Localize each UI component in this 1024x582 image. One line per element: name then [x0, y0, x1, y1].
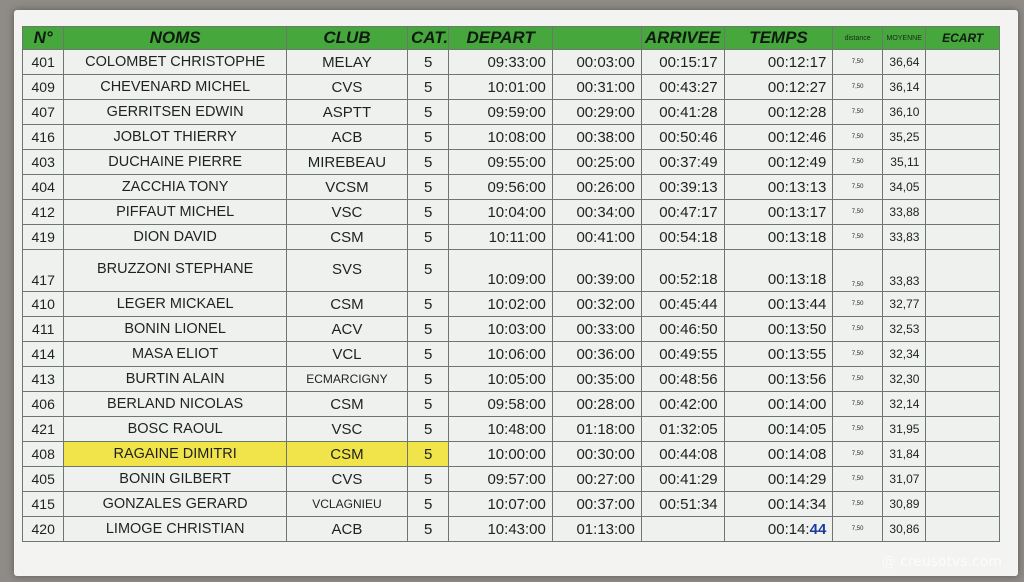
gap: [926, 225, 1000, 250]
arrival-time: 00:41:28: [641, 100, 724, 125]
race-time-handwritten: 44: [809, 520, 827, 538]
gap: [926, 200, 1000, 225]
rider-category: 5: [407, 225, 448, 250]
table-row: [23, 292, 1000, 317]
rider-category: 5: [407, 342, 448, 367]
rider-name: LEGER MICKAEL: [64, 292, 287, 317]
rider-number: 421: [23, 417, 64, 442]
rider-number: 407: [23, 100, 64, 125]
average-speed: 32,53: [882, 317, 925, 342]
gap: [926, 100, 1000, 125]
table-row: [23, 250, 1000, 292]
gap: [926, 75, 1000, 100]
table-row: [23, 50, 1000, 75]
rider-category: 5: [407, 50, 448, 75]
gap: [926, 125, 1000, 150]
start-time: 10:04:00: [449, 200, 552, 225]
race-time: [724, 517, 833, 542]
start-time: 09:59:00: [449, 100, 552, 125]
distance: 7,50: [833, 150, 883, 175]
arrival-offset: 00:26:00: [552, 175, 641, 200]
race-time: 00:12:46: [724, 125, 833, 150]
start-time: 10:06:00: [449, 342, 552, 367]
race-time: 00:13:50: [724, 317, 833, 342]
table-row: [23, 517, 1000, 542]
rider-club: VCL: [286, 342, 407, 367]
rider-club: CVS: [286, 75, 407, 100]
arrival-offset: 01:18:00: [552, 417, 641, 442]
average-speed: 31,95: [882, 417, 925, 442]
arrival-offset: 00:28:00: [552, 392, 641, 417]
start-time: 10:43:00: [449, 517, 552, 542]
arrival-offset: 00:31:00: [552, 75, 641, 100]
distance: 7,50: [833, 517, 883, 542]
race-time: 00:14:00: [724, 392, 833, 417]
start-time: 10:00:00: [449, 442, 552, 467]
average-speed: 35,11: [882, 150, 925, 175]
rider-club: CSM: [286, 392, 407, 417]
header-num: N°: [23, 27, 64, 50]
average-speed: 32,14: [882, 392, 925, 417]
header-distance: distance: [833, 27, 883, 50]
gap: [926, 392, 1000, 417]
start-time: 10:05:00: [449, 367, 552, 392]
race-time: 00:13:44: [724, 292, 833, 317]
header-noms: NOMS: [64, 27, 287, 50]
rider-number: 410: [23, 292, 64, 317]
race-time: 00:12:49: [724, 150, 833, 175]
rider-club: ACB: [286, 125, 407, 150]
rider-club: VCLAGNIEU: [286, 492, 407, 517]
table-row: [23, 317, 1000, 342]
rider-club: ACV: [286, 317, 407, 342]
race-time: 00:13:18: [724, 250, 833, 292]
arrival-time: 00:54:18: [641, 225, 724, 250]
gap: [926, 467, 1000, 492]
rider-category: 5: [407, 417, 448, 442]
arrival-time: 00:39:13: [641, 175, 724, 200]
race-time: 00:14:05: [724, 417, 833, 442]
arrival-time: 00:45:44: [641, 292, 724, 317]
rider-number: 415: [23, 492, 64, 517]
arrival-offset: 00:25:00: [552, 150, 641, 175]
gap: [926, 250, 1000, 292]
distance: 7,50: [833, 225, 883, 250]
header-club: CLUB: [286, 27, 407, 50]
rider-category: 5: [407, 517, 448, 542]
start-time: 10:02:00: [449, 292, 552, 317]
distance: 7,50: [833, 75, 883, 100]
arrival-offset: 00:27:00: [552, 467, 641, 492]
arrival-time: 00:41:29: [641, 467, 724, 492]
race-time: 00:13:17: [724, 200, 833, 225]
header-arrivee: ARRIVEE: [641, 27, 724, 50]
header-ecart: ECART: [926, 27, 1000, 50]
arrival-time: 00:51:34: [641, 492, 724, 517]
rider-number: 413: [23, 367, 64, 392]
arrival-offset: 00:33:00: [552, 317, 641, 342]
rider-club: VSC: [286, 200, 407, 225]
distance: 7,50: [833, 200, 883, 225]
arrival-offset: 00:37:00: [552, 492, 641, 517]
rider-name: BRUZZONI STEPHANE: [64, 250, 287, 292]
average-speed: 32,30: [882, 367, 925, 392]
rider-club: SVS: [286, 250, 407, 292]
arrival-time: 00:48:56: [641, 367, 724, 392]
rider-name: BONIN LIONEL: [64, 317, 287, 342]
distance: 7,50: [833, 417, 883, 442]
arrival-time: 00:37:49: [641, 150, 724, 175]
rider-club: ASPTT: [286, 100, 407, 125]
rider-name: BURTIN ALAIN: [64, 367, 287, 392]
rider-category: 5: [407, 200, 448, 225]
average-speed: 32,77: [882, 292, 925, 317]
arrival-time: 01:32:05: [641, 417, 724, 442]
average-speed: 34,05: [882, 175, 925, 200]
gap: [926, 442, 1000, 467]
arrival-offset: 00:30:00: [552, 442, 641, 467]
rider-category: 5: [407, 317, 448, 342]
start-time: 09:55:00: [449, 150, 552, 175]
start-time: 10:01:00: [449, 75, 552, 100]
results-body: [23, 50, 1000, 542]
race-time: 00:13:56: [724, 367, 833, 392]
arrival-time: 00:15:17: [641, 50, 724, 75]
distance: 7,50: [833, 492, 883, 517]
table-row: [23, 150, 1000, 175]
distance: 7,50: [833, 367, 883, 392]
gap: [926, 150, 1000, 175]
rider-number: 404: [23, 175, 64, 200]
start-time: 09:56:00: [449, 175, 552, 200]
race-time: 00:13:18: [724, 225, 833, 250]
gap: [926, 367, 1000, 392]
rider-number: 412: [23, 200, 64, 225]
rider-club: ACB: [286, 517, 407, 542]
rider-name: GONZALES GERARD: [64, 492, 287, 517]
arrival-time: 00:49:55: [641, 342, 724, 367]
race-time: 00:13:55: [724, 342, 833, 367]
rider-category: 5: [407, 150, 448, 175]
distance: 7,50: [833, 392, 883, 417]
rider-club: VSC: [286, 417, 407, 442]
rider-number: 417: [23, 250, 64, 292]
rider-club: ECMARCIGNY: [286, 367, 407, 392]
rider-number: 409: [23, 75, 64, 100]
watermark: @ creusotvs.com: [881, 554, 1002, 570]
race-time: 00:14:08: [724, 442, 833, 467]
arrival-offset: 00:36:00: [552, 342, 641, 367]
rider-name: LIMOGE CHRISTIAN: [64, 517, 287, 542]
start-time: 10:07:00: [449, 492, 552, 517]
rider-club: MIREBEAU: [286, 150, 407, 175]
table-row: [23, 125, 1000, 150]
arrival-offset: 00:39:00: [552, 250, 641, 292]
distance: 7,50: [833, 250, 883, 292]
arrival-time: 00:52:18: [641, 250, 724, 292]
race-time-printed: 00:14:: [767, 520, 810, 538]
average-speed: 36,14: [882, 75, 925, 100]
rider-name: GERRITSEN EDWIN: [64, 100, 287, 125]
rider-number: 406: [23, 392, 64, 417]
distance: 7,50: [833, 50, 883, 75]
gap: [926, 517, 1000, 542]
header-depart: DEPART: [449, 27, 552, 50]
table-row: [23, 225, 1000, 250]
rider-category: 5: [407, 175, 448, 200]
arrival-offset: 00:35:00: [552, 367, 641, 392]
rider-club: CSM: [286, 442, 407, 467]
results-table: [22, 26, 1000, 542]
rider-name: BONIN GILBERT: [64, 467, 287, 492]
rider-club: CVS: [286, 467, 407, 492]
average-speed: 36,64: [882, 50, 925, 75]
table-row: [23, 175, 1000, 200]
rider-category: 5: [407, 125, 448, 150]
rider-club: CSM: [286, 292, 407, 317]
table-row: [23, 342, 1000, 367]
race-time: 00:12:27: [724, 75, 833, 100]
rider-name: BERLAND NICOLAS: [64, 392, 287, 417]
results-sheet: [14, 10, 1018, 576]
arrival-offset: 01:13:00: [552, 517, 641, 542]
table-row: [23, 200, 1000, 225]
rider-number: 416: [23, 125, 64, 150]
distance: 7,50: [833, 317, 883, 342]
rider-number: 408: [23, 442, 64, 467]
table-row: [23, 467, 1000, 492]
rider-category: 5: [407, 492, 448, 517]
average-speed: 31,07: [882, 467, 925, 492]
race-time: 00:14:34: [724, 492, 833, 517]
table-row: [23, 392, 1000, 417]
rider-category: 5: [407, 367, 448, 392]
table-row: [23, 75, 1000, 100]
arrival-time: 00:47:17: [641, 200, 724, 225]
arrival-time: 00:46:50: [641, 317, 724, 342]
rider-category: 5: [407, 442, 448, 467]
header-arrivee-blank: [552, 27, 641, 50]
rider-category: 5: [407, 467, 448, 492]
table-row: [23, 367, 1000, 392]
rider-category: 5: [407, 250, 448, 292]
average-speed: 35,25: [882, 125, 925, 150]
arrival-time: 00:43:27: [641, 75, 724, 100]
distance: 7,50: [833, 100, 883, 125]
rider-name: MASA ELIOT: [64, 342, 287, 367]
average-speed: 33,83: [882, 250, 925, 292]
rider-name: JOBLOT THIERRY: [64, 125, 287, 150]
race-time: 00:13:13: [724, 175, 833, 200]
rider-number: 403: [23, 150, 64, 175]
arrival-offset: 00:03:00: [552, 50, 641, 75]
gap: [926, 50, 1000, 75]
rider-number: 411: [23, 317, 64, 342]
rider-name: CHEVENARD MICHEL: [64, 75, 287, 100]
start-time: 09:58:00: [449, 392, 552, 417]
rider-category: 5: [407, 392, 448, 417]
gap: [926, 317, 1000, 342]
arrival-time: 00:42:00: [641, 392, 724, 417]
header-moyenne: MOYENNE: [882, 27, 925, 50]
race-time: 00:12:17: [724, 50, 833, 75]
average-speed: 30,86: [882, 517, 925, 542]
arrival-time: 00:50:46: [641, 125, 724, 150]
distance: 7,50: [833, 175, 883, 200]
rider-name: DION DAVID: [64, 225, 287, 250]
arrival-offset: 00:34:00: [552, 200, 641, 225]
rider-name: DUCHAINE PIERRE: [64, 150, 287, 175]
rider-number: 414: [23, 342, 64, 367]
start-time: 09:33:00: [449, 50, 552, 75]
rider-number: 405: [23, 467, 64, 492]
gap: [926, 417, 1000, 442]
rider-number: 401: [23, 50, 64, 75]
rider-name: PIFFAUT MICHEL: [64, 200, 287, 225]
header-row: [23, 27, 1000, 50]
table-row: [23, 442, 1000, 467]
arrival-offset: 00:32:00: [552, 292, 641, 317]
gap: [926, 492, 1000, 517]
rider-category: 5: [407, 75, 448, 100]
average-speed: 36,10: [882, 100, 925, 125]
header-cat: CAT.: [407, 27, 448, 50]
arrival-offset: 00:41:00: [552, 225, 641, 250]
rider-number: 420: [23, 517, 64, 542]
average-speed: 31,84: [882, 442, 925, 467]
start-time: 10:09:00: [449, 250, 552, 292]
arrival-offset: 00:38:00: [552, 125, 641, 150]
rider-club: VCSM: [286, 175, 407, 200]
distance: 7,50: [833, 442, 883, 467]
start-time: 10:08:00: [449, 125, 552, 150]
start-time: 10:48:00: [449, 417, 552, 442]
start-time: 10:03:00: [449, 317, 552, 342]
start-time: 10:11:00: [449, 225, 552, 250]
arrival-time: [641, 517, 724, 542]
table-row: [23, 492, 1000, 517]
gap: [926, 175, 1000, 200]
average-speed: 33,83: [882, 225, 925, 250]
arrival-time: 00:44:08: [641, 442, 724, 467]
rider-name: COLOMBET CHRISTOPHE: [64, 50, 287, 75]
start-time: 09:57:00: [449, 467, 552, 492]
rider-name: RAGAINE DIMITRI: [64, 442, 287, 467]
race-time: 00:12:28: [724, 100, 833, 125]
rider-club: MELAY: [286, 50, 407, 75]
distance: 7,50: [833, 292, 883, 317]
table-row: [23, 417, 1000, 442]
gap: [926, 342, 1000, 367]
distance: 7,50: [833, 342, 883, 367]
table-row: [23, 100, 1000, 125]
distance: 7,50: [833, 467, 883, 492]
rider-club: CSM: [286, 225, 407, 250]
rider-name: ZACCHIA TONY: [64, 175, 287, 200]
gap: [926, 292, 1000, 317]
rider-name: BOSC RAOUL: [64, 417, 287, 442]
rider-number: 419: [23, 225, 64, 250]
rider-category: 5: [407, 292, 448, 317]
rider-category: 5: [407, 100, 448, 125]
average-speed: 33,88: [882, 200, 925, 225]
average-speed: 32,34: [882, 342, 925, 367]
header-temps: TEMPS: [724, 27, 833, 50]
race-time: 00:14:29: [724, 467, 833, 492]
average-speed: 30,89: [882, 492, 925, 517]
arrival-offset: 00:29:00: [552, 100, 641, 125]
distance: 7,50: [833, 125, 883, 150]
